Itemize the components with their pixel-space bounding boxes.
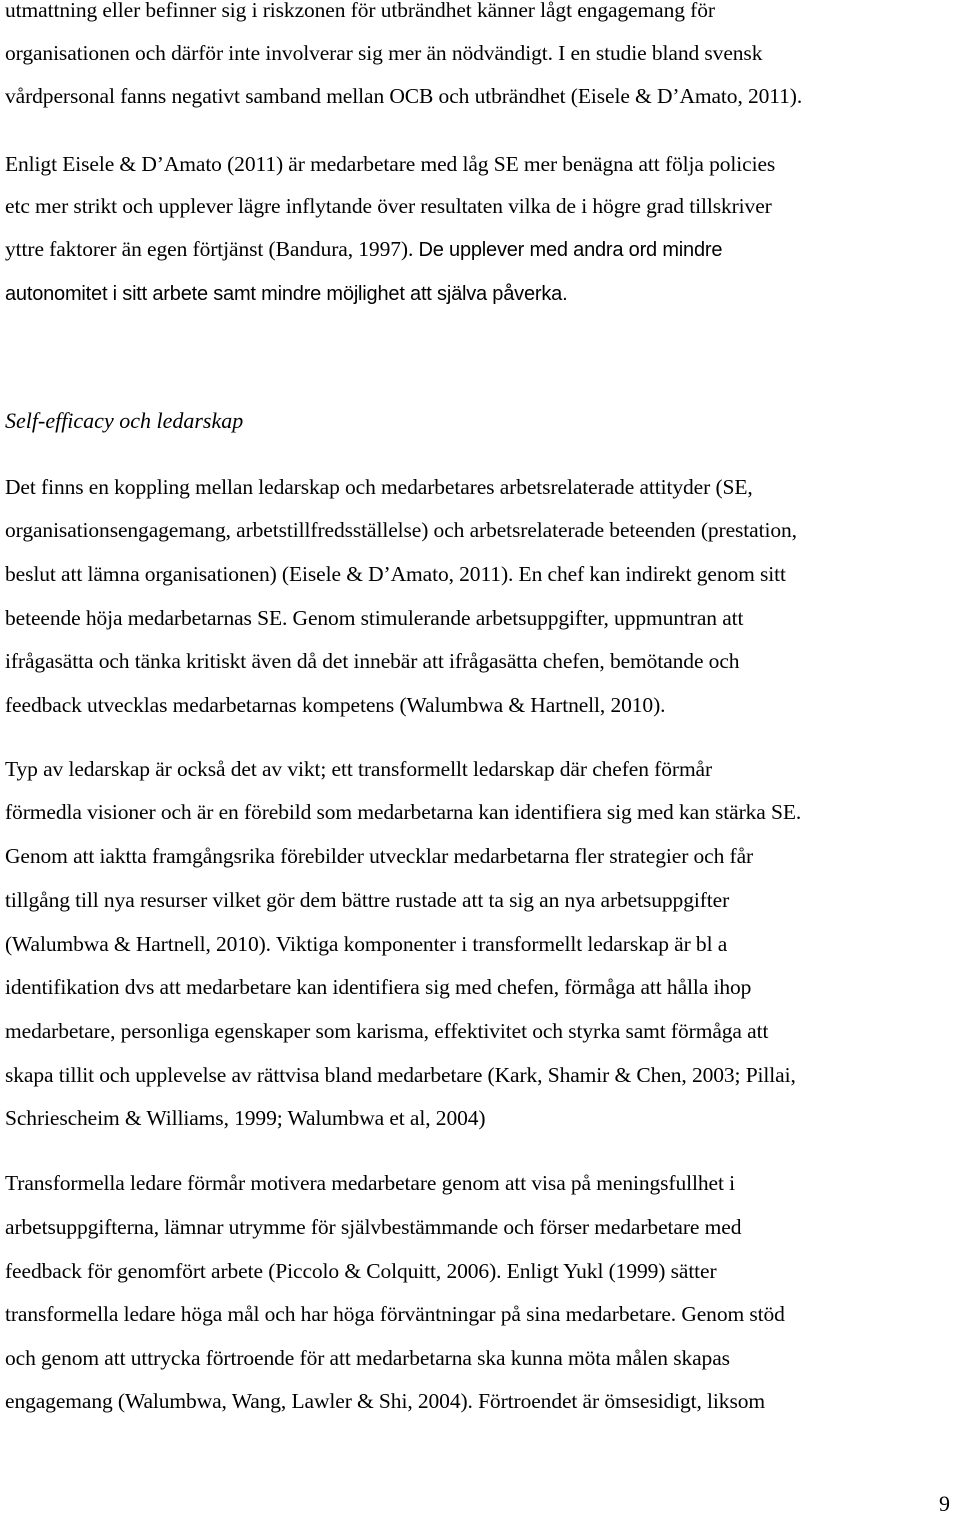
serif-text: utmattning eller befinner sig i riskzonen för utbrändhet känner lågt engagemang för	[5, 0, 715, 22]
page-number: 9	[939, 1491, 950, 1516]
serif-text: transformella ledare höga mål och har höga förväntningar på sina medarbetare. Genom stöd	[5, 1302, 785, 1326]
serif-text: Enligt Eisele & D’Amato (2011) är medarbetare med låg SE mer benägna att följa policies	[5, 152, 776, 176]
text-line	[5, 759, 712, 781]
text-line	[5, 1391, 765, 1413]
text-line	[5, 695, 665, 717]
text-line	[5, 0, 715, 22]
serif-text: medarbetare, personliga egenskaper som karisma, effektivitet och styrka samt förmåga att	[5, 1019, 769, 1043]
sans-text: autonomitet i sitt arbete samt mindre möjlighet att själva påverka.	[5, 283, 568, 305]
serif-text: Det finns en koppling mellan ledarskap och medarbetares arbetsrelaterade attityder (SE,	[5, 475, 753, 499]
text-line	[5, 977, 751, 999]
text-line	[5, 86, 802, 108]
serif-text: Schriescheim & Williams, 1999; Walumbwa et al, 2004)	[5, 1106, 486, 1130]
serif-text: feedback utvecklas medarbetarnas kompetens (Walumbwa & Hartnell, 2010).	[5, 693, 666, 717]
text-line	[5, 520, 797, 542]
text-line	[5, 1217, 741, 1239]
text-line	[5, 934, 727, 956]
text-line	[5, 477, 753, 499]
serif-text: etc mer strikt och upplever lägre inflytande över resultaten vilka de i högre grad tillskriver	[5, 194, 772, 218]
text-line	[5, 283, 567, 305]
serif-text: organisationsengagemang, arbetstillfredsställelse) och arbetsrelaterade beteenden (prestation,	[5, 518, 797, 542]
serif-text: arbetsuppgifterna, lämnar utrymme för självbestämmande och förser medarbetare med	[5, 1215, 742, 1239]
text-line	[5, 1348, 730, 1370]
serif-text: beslut att lämna organisationen) (Eisele & D’Amato, 2011). En chef kan indirekt genom sitt	[5, 562, 786, 586]
text-line	[5, 802, 801, 824]
serif-text: vårdpersonal fanns negativt samband mellan OCB och utbrändhet (Eisele & D’Amato, 2011).	[5, 84, 803, 108]
serif-text: organisationen och därför inte involverar sig mer än nödvändigt. I en studie bland svensk	[5, 41, 763, 65]
text-line	[5, 239, 722, 261]
text-line	[5, 1173, 735, 1195]
text-line	[5, 1021, 768, 1043]
serif-text: feedback för genomfört arbete (Piccolo & Colquitt, 2006). Enligt Yukl (1999) sätter	[5, 1259, 717, 1283]
text-line	[5, 1304, 785, 1326]
sans-text: De upplever med andra ord mindre	[418, 239, 723, 261]
serif-text: Typ av ledarskap är också det av vikt; ett transformellt ledarskap där chefen förmår	[5, 757, 713, 781]
serif-text: engagemang (Walumbwa, Wang, Lawler & Shi, 2004). Förtroendet är ömsesidigt, liksom	[5, 1389, 765, 1413]
serif-text: Genom att iaktta framgångsrika förebilder utvecklar medarbetarna fler strategier och får	[5, 844, 754, 868]
text-line	[5, 651, 739, 673]
serif-text: yttre faktorer än egen förtjänst (Bandura, 1997).	[5, 237, 419, 261]
text-line	[5, 608, 743, 630]
serif-text: förmedla visioner och är en förebild som medarbetarna kan identifiera sig med kan stärka SE.	[5, 800, 802, 824]
text-line	[5, 154, 775, 176]
serif-text: ifrågasätta och tänka kritiskt även då det innebär att ifrågasätta chefen, bemötande och	[5, 649, 740, 673]
serif-text: tillgång till nya resurser vilket gör dem bättre rustade att ta sig an nya arbetsuppgifter	[5, 888, 730, 912]
text-line	[5, 846, 753, 868]
section-heading: Self-efficacy och ledarskap	[5, 408, 244, 433]
text-line	[5, 196, 772, 218]
serif-text: identifikation dvs att medarbetare kan identifiera sig med chefen, förmåga att hålla ihop	[5, 975, 752, 999]
serif-text: skapa tillit och upplevelse av rättvisa bland medarbetare (Kark, Shamir & Chen, 2003; Pillai,	[5, 1063, 796, 1087]
serif-text: och genom att uttrycka förtroende för att medarbetarna ska kunna möta målen skapas	[5, 1346, 730, 1370]
text-line	[5, 1065, 796, 1087]
serif-text: beteende höja medarbetarnas SE. Genom stimulerande arbetsuppgifter, uppmuntran att	[5, 606, 744, 630]
text-line	[5, 564, 786, 586]
serif-text: Transformella ledare förmår motivera medarbetare genom att visa på meningsfullhet i	[5, 1171, 736, 1195]
text-line	[5, 890, 729, 912]
text-line	[5, 1261, 717, 1283]
text-line	[5, 1108, 485, 1130]
serif-text: (Walumbwa & Hartnell, 2010). Viktiga komponenter i transformellt ledarskap är bl a	[5, 932, 728, 956]
text-line	[5, 43, 762, 65]
